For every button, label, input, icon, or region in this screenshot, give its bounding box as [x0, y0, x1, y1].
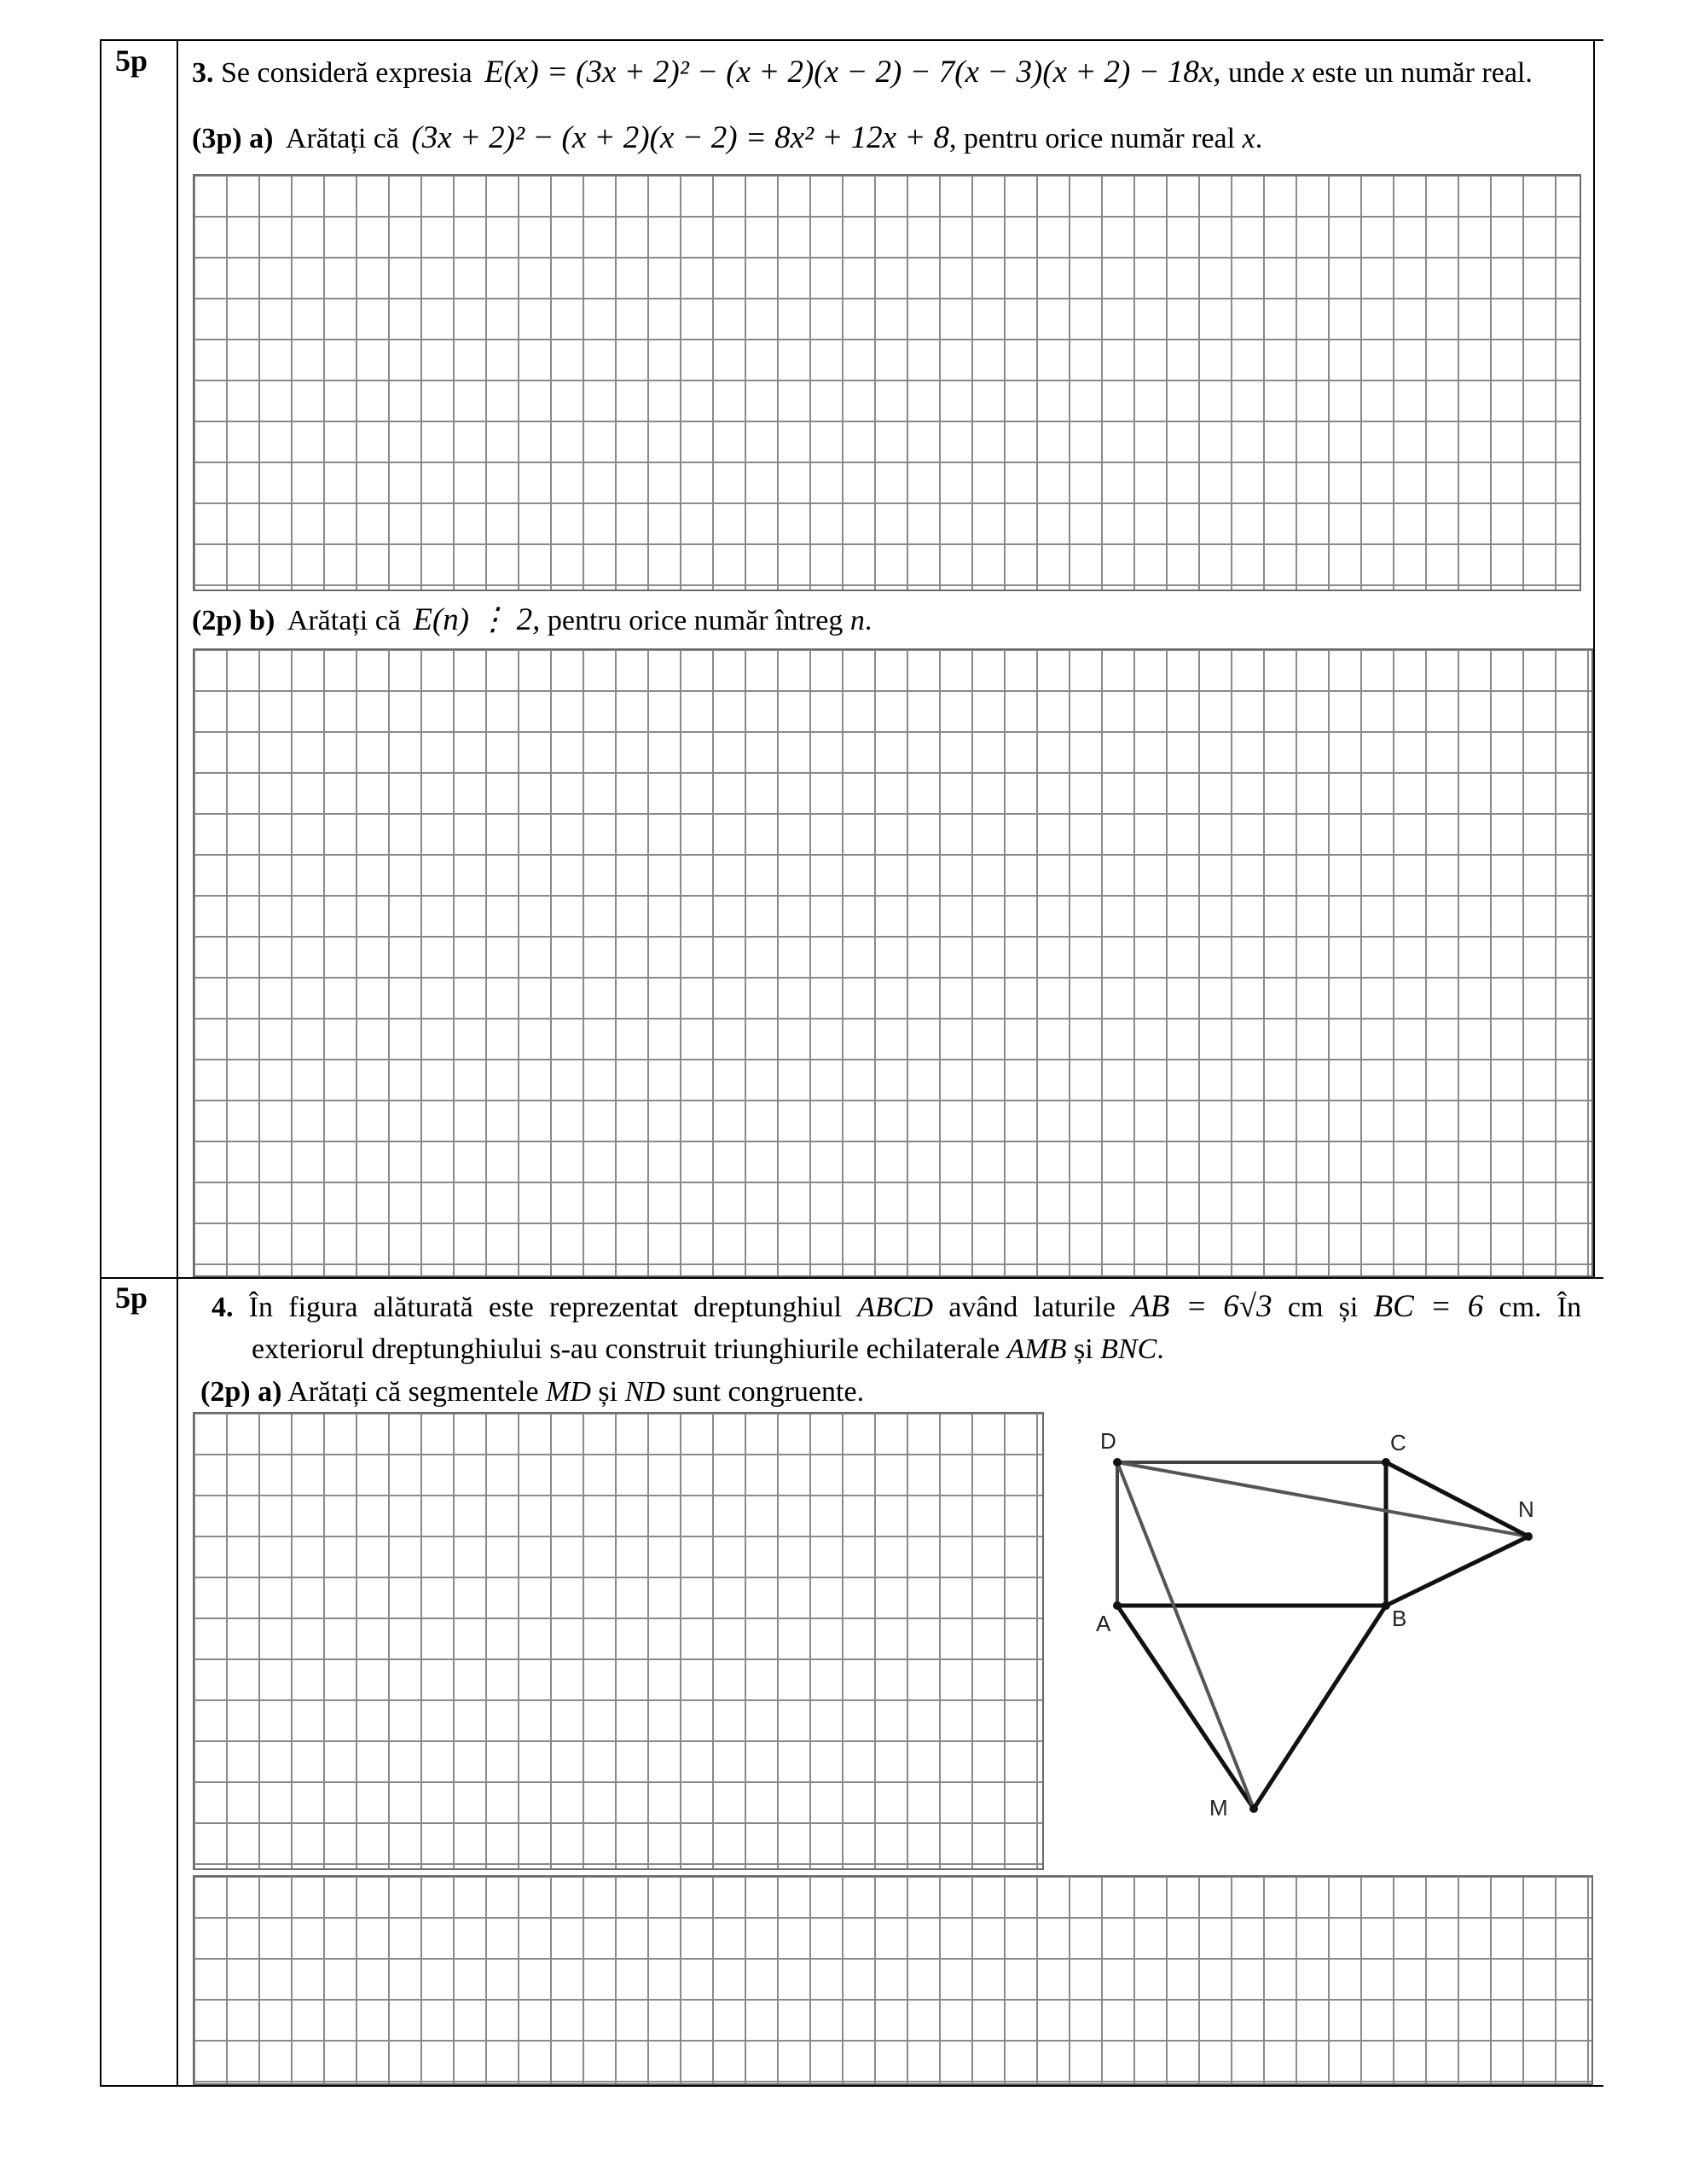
section-divider: [101, 1277, 1603, 1279]
section4-line2-and: și: [1073, 1333, 1093, 1365]
section4-tri1: AMB: [1006, 1333, 1067, 1365]
section4-line1: [212, 1288, 1581, 1326]
section4-a-seg2: ND: [624, 1376, 665, 1408]
section4-line1-end: În: [1557, 1292, 1582, 1323]
section4-line2-end: .: [1157, 1333, 1164, 1365]
section4-a-statement: [200, 1375, 864, 1410]
section3-a-var: x: [1242, 123, 1255, 154]
section3-intro-end-prefix: unde: [1228, 57, 1285, 89]
segment-bm: [1254, 1606, 1386, 1809]
vertex-a: [1113, 1601, 1122, 1610]
section4-line2: [252, 1333, 1164, 1368]
label-d: D: [1100, 1428, 1116, 1454]
section4-a-and: și: [598, 1376, 618, 1408]
vertex-b: [1382, 1601, 1390, 1610]
section3-b-statement: [192, 601, 872, 639]
vertex-d: [1113, 1458, 1122, 1467]
section4-line2-a: exteriorul dreptunghiului s-au construit triunghiurile echilaterale: [252, 1333, 1000, 1365]
label-m: M: [1209, 1795, 1228, 1821]
vertex-m: [1249, 1804, 1258, 1813]
answer-grid-4b[interactable]: [193, 1875, 1593, 2085]
section3-a-end: .: [1255, 123, 1263, 154]
section3-b-letter: b): [249, 605, 275, 636]
label-n: N: [1518, 1496, 1534, 1522]
section4-rect-name: ABCD: [857, 1292, 934, 1323]
section4-line1-b: având laturile: [948, 1292, 1116, 1323]
section4-bc-unit: cm.: [1499, 1292, 1542, 1323]
section3-b-end: .: [864, 605, 872, 636]
segment-dn: [1117, 1462, 1528, 1536]
section3-a-letter: a): [249, 123, 274, 154]
section3-expression: E(x) = (3x + 2)² − (x + 2)(x − 2) − 7(x − 3)(x + 2) − 18x,: [484, 55, 1221, 90]
points-column-divider: [177, 39, 178, 2087]
answer-grid-3a[interactable]: [193, 174, 1581, 591]
top-border: [101, 39, 1603, 41]
answer-grid-4a[interactable]: [193, 1412, 1044, 1870]
section4-line1-a: În figura alăturată este reprezentat dreptunghiul: [248, 1292, 842, 1323]
answer-grid-3b[interactable]: [193, 648, 1593, 1277]
geometry-figure: [1058, 1416, 1595, 1843]
figure-labels: [1096, 1428, 1534, 1821]
section4-a-text-a: Arătați că segmentele: [287, 1376, 539, 1408]
right-border: [1593, 39, 1595, 1278]
segment-bn: [1386, 1536, 1528, 1606]
figure-segments: [1117, 1462, 1528, 1809]
section3-a-text: Arătați că: [285, 123, 399, 154]
section3-intro-var: x: [1291, 57, 1305, 89]
section4-a-text-b: sunt congruente.: [672, 1376, 865, 1408]
section3-intro-end-suffix: este un număr real.: [1312, 57, 1533, 89]
bottom-border: [101, 2085, 1603, 2087]
section3-b-math: E(n) ⋮ 2,: [413, 602, 541, 637]
vertex-c: [1382, 1458, 1390, 1467]
section3-a-points: (3p): [192, 123, 242, 154]
section3-a-suffix: , pentru orice număr real: [948, 123, 1236, 154]
label-c: C: [1390, 1430, 1406, 1455]
section4-a-letter: a): [258, 1376, 282, 1408]
section3-points: 5p: [115, 44, 148, 78]
section4-tri2: BNC: [1100, 1333, 1157, 1365]
section4-points: 5p: [115, 1281, 148, 1315]
section3-statement: [192, 54, 1533, 91]
section3-a-statement: [192, 119, 1262, 157]
vertex-n: [1524, 1532, 1533, 1541]
section4-ab-math: AB = 6√3: [1131, 1289, 1272, 1324]
section3-b-text: Arătați că: [287, 605, 401, 636]
figure-vertices: [1113, 1458, 1533, 1813]
section4-bc-math: BC = 6: [1373, 1289, 1484, 1324]
section3-intro: Se consideră expresia: [221, 57, 472, 89]
section4-ab-unit: cm și: [1287, 1292, 1359, 1323]
section4-number: 4.: [212, 1292, 234, 1323]
section3-a-math: (3x + 2)² − (x + 2)(x − 2) = 8x² + 12x + 8: [411, 120, 949, 155]
section4-a-points: (2p): [200, 1376, 251, 1408]
section3-b-suffix: pentru orice număr întreg: [547, 605, 844, 636]
left-border: [100, 39, 101, 2087]
section3-number: 3.: [192, 57, 214, 89]
section3-b-var: n: [849, 605, 865, 636]
section3-b-points: (2p): [192, 605, 242, 636]
label-a: A: [1096, 1611, 1111, 1636]
label-b: B: [1392, 1606, 1407, 1631]
section4-a-seg1: MD: [546, 1376, 591, 1408]
